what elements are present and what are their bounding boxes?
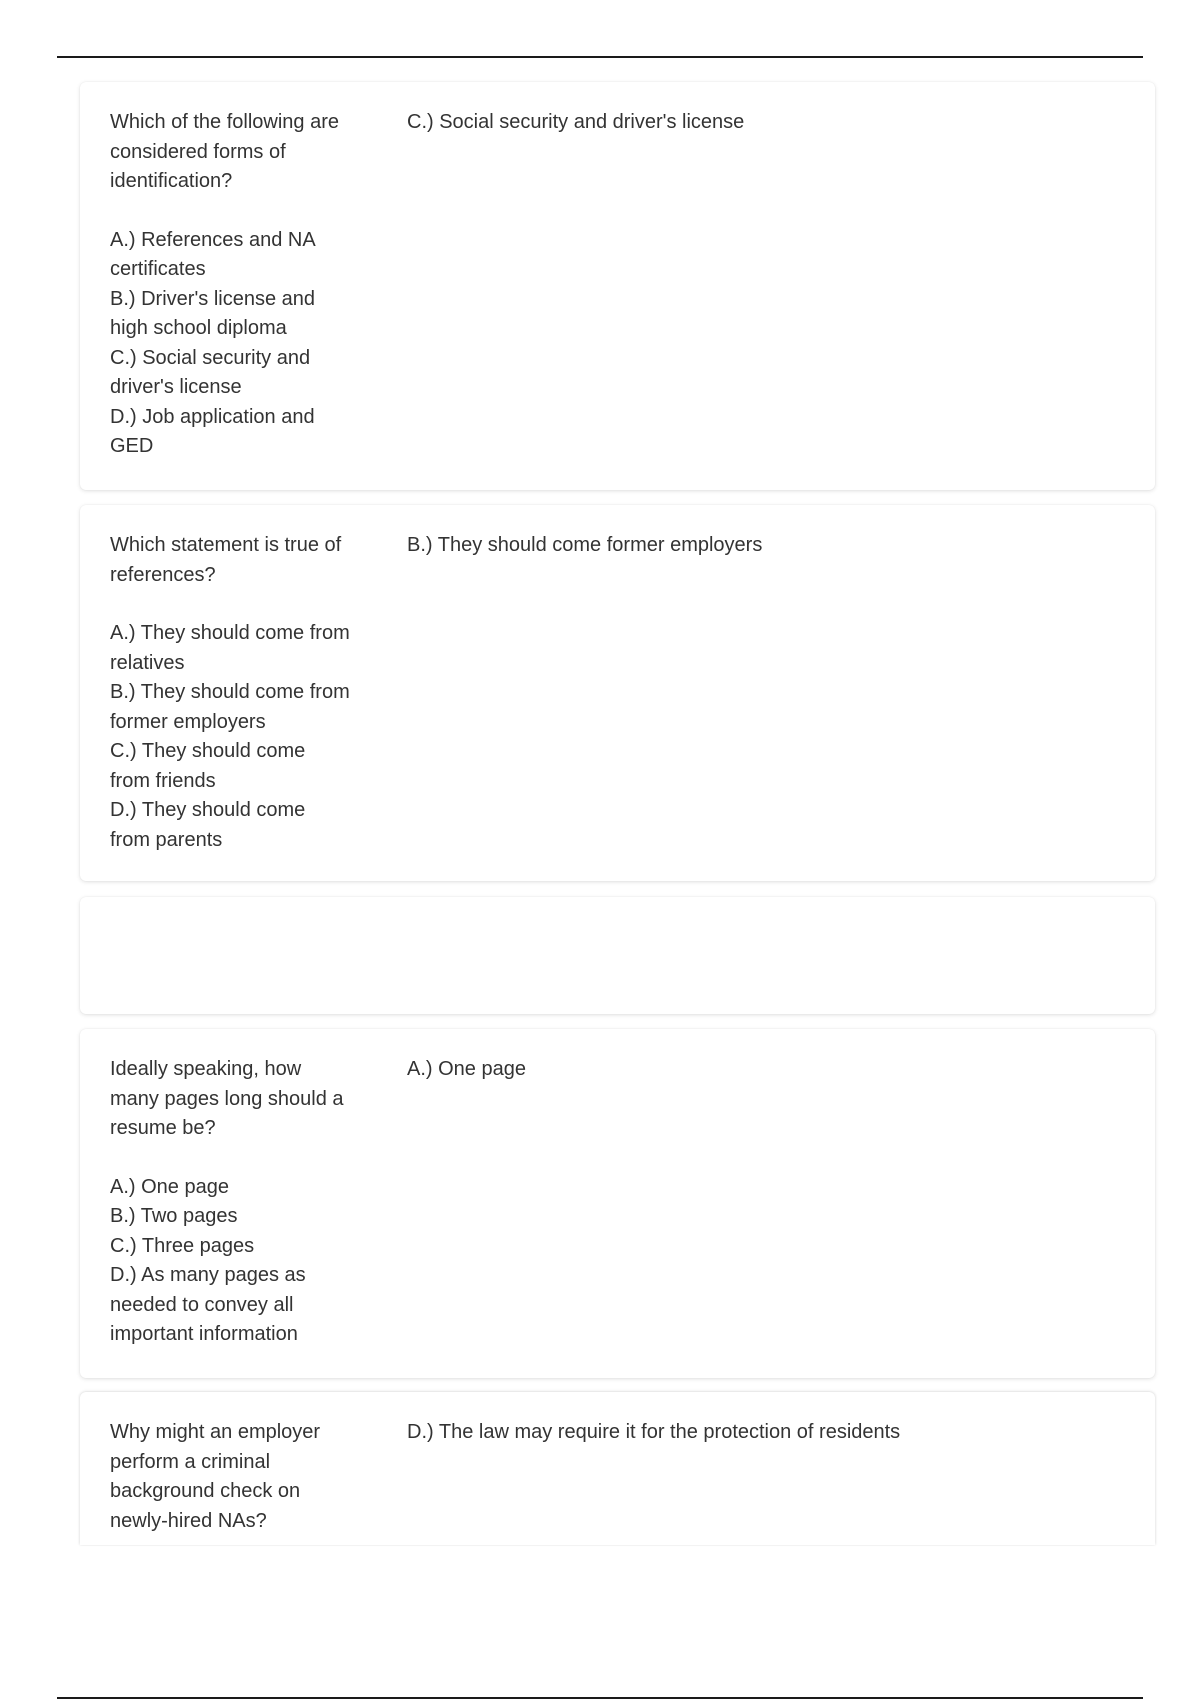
option-a: A.) They should come from relatives [110, 622, 350, 674]
option-d: D.) They should come from parents [110, 799, 306, 851]
flashcard [80, 505, 1155, 881]
flashcard [80, 82, 1155, 490]
option-a: A.) References and NA certificates [110, 228, 315, 280]
option-b: B.) Driver's license and high school diploma [110, 287, 315, 339]
question-text: Ideally speaking, how many pages long should a resume be? [110, 1058, 344, 1139]
card-term [110, 1055, 350, 1350]
options-list [110, 619, 350, 855]
answer-text: D.) The law may require it for the protection of residents [407, 1421, 901, 1443]
card-term [110, 108, 350, 462]
bottom-rule [57, 1697, 1143, 1699]
options-list [110, 226, 350, 462]
option-c: C.) Three pages [110, 1234, 255, 1257]
option-a: A.) One page [110, 1175, 229, 1198]
option-d: D.) As many pages as needed to convey all important information [110, 1264, 306, 1345]
answer-text: A.) One page [407, 1058, 526, 1080]
option-b: B.) Two pages [110, 1205, 238, 1227]
question-text: Why might an employer perform a criminal background check on newly-hired NAs? [110, 1421, 321, 1532]
options-list [110, 1173, 350, 1350]
empty-card [80, 897, 1155, 1014]
answer-text: B.) They should come former employers [407, 534, 763, 556]
card-term [110, 1418, 350, 1536]
option-c: C.) They should come from friends [110, 740, 306, 792]
option-d: D.) Job application and GED [110, 405, 315, 457]
flashcard [80, 1392, 1155, 1545]
question-text: Which of the following are considered forms of identification? [110, 111, 340, 192]
top-rule [57, 56, 1143, 58]
question-text: Which statement is true of references? [110, 534, 342, 586]
answer-text: C.) Social security and driver's license [407, 111, 745, 133]
card-term [110, 531, 350, 855]
option-c: C.) Social security and driver's license [110, 346, 311, 398]
flashcard [80, 1029, 1155, 1378]
option-b: B.) They should come from former employers [110, 681, 350, 733]
